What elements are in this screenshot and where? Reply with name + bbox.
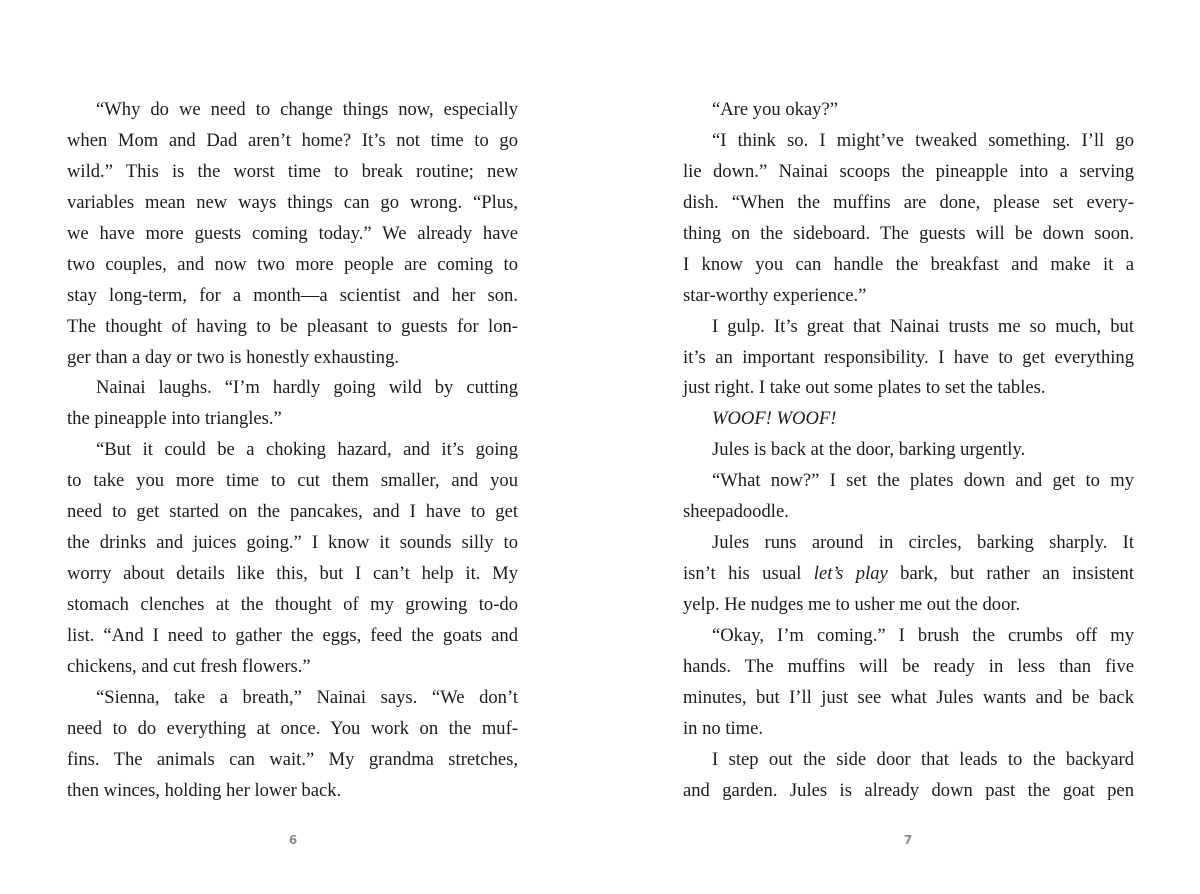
text-line: fins. The animals can wait.” My grandma stretches, [67, 748, 518, 770]
text-line: minutes, but I’ll just see what Jules wants and be back [683, 686, 1134, 708]
text-line: The thought of having to be pleasant to guests for lon- [67, 315, 518, 337]
right-page-text [683, 95, 1134, 807]
text-line: I gulp. It’s great that Nainai trusts me so much, but [712, 315, 1134, 337]
text-line: “But it could be a choking hazard, and it’s going [96, 439, 518, 461]
text-line: sheepadoodle. [683, 501, 789, 523]
italic-text: WOOF! WOOF! [712, 408, 837, 430]
text-line: need to get started on the pancakes, and I have to get [67, 501, 518, 523]
text-line: the drinks and juices going.” I know it sounds silly to [67, 532, 518, 554]
text-line: two couples, and now two more people are coming to [67, 253, 518, 275]
text-line [683, 559, 1134, 590]
text-line: in no time. [683, 717, 764, 739]
text-line [683, 404, 1134, 435]
text-line: yelp. He nudges me to usher me out the door. [683, 594, 1021, 615]
text-line: “I think so. I might’ve tweaked something. I’ll go [712, 129, 1134, 151]
text-line: dish. “When the muffins are done, please set every- [683, 191, 1134, 213]
text-line: need to do everything at once. You work on the muf- [67, 717, 518, 739]
text-line: “Why do we need to change things now, especially [96, 99, 518, 120]
text-line: the pineapple into triangles.” [67, 408, 282, 430]
text-line: Jules is back at the door, barking urgently. [712, 439, 1026, 461]
page-number-left: 6 [288, 833, 298, 847]
text-line: star-worthy experience.” [683, 284, 867, 306]
text-line: to take you more time to cut them smaller, and you [67, 470, 518, 492]
text-line: it’s an important responsibility. I have to get everything [683, 346, 1134, 368]
page-number-right: 7 [903, 833, 913, 847]
text-line: worry about details like this, but I can’t help it. My [67, 563, 518, 585]
text-line: Nainai laughs. “I’m hardly going wild by cutting [96, 377, 518, 399]
text-line: thing on the sideboard. The guests will be down soon. [683, 222, 1134, 244]
text-line: just right. I take out some plates to set the tables. [683, 377, 1046, 399]
text-line: Jules runs around in circles, barking sharply. It [712, 532, 1134, 554]
text-line: ger than a day or two is honestly exhausting. [67, 346, 400, 368]
text-line: “Sienna, take a breath,” Nainai says. “We don’t [96, 686, 518, 708]
text-line: lie down.” Nainai scoops the pineapple into a serving [683, 160, 1134, 182]
text-line: I step out the side door that leads to the backyard [712, 748, 1134, 770]
left-page-text [67, 95, 518, 807]
text-line: hands. The muffins will be ready in less than five [683, 655, 1134, 677]
text-line: “Okay, I’m coming.” I brush the crumbs off my [712, 624, 1134, 646]
text-line: wild.” This is the worst time to break routine; new [67, 160, 518, 182]
text-line: I know you can handle the breakfast and make it a [683, 253, 1134, 275]
text-segment: isn’t his usual [683, 563, 814, 585]
text-segment: bark, but rather an insistent [887, 563, 1134, 585]
text-line: stay long-term, for a month—a scientist and her son. [67, 284, 518, 306]
text-line: variables mean new ways things can go wrong. “Plus, [67, 191, 518, 213]
text-line: then winces, holding her lower back. [67, 779, 342, 801]
text-line: stomach clenches at the thought of my growing to-do [67, 594, 518, 615]
text-line: chickens, and cut fresh flowers.” [67, 655, 311, 677]
italic-text: let’s play [813, 563, 888, 585]
text-line: list. “And I need to gather the eggs, feed the goats and [67, 624, 518, 646]
text-line: and garden. Jules is already down past the goat pen [683, 779, 1134, 801]
text-line: when Mom and Dad aren’t home? It’s not time to go [67, 129, 518, 151]
text-line: “Are you okay?” [712, 99, 838, 120]
text-line: we have more guests coming today.” We already have [67, 222, 518, 244]
text-line: “What now?” I set the plates down and get to my [712, 470, 1134, 492]
